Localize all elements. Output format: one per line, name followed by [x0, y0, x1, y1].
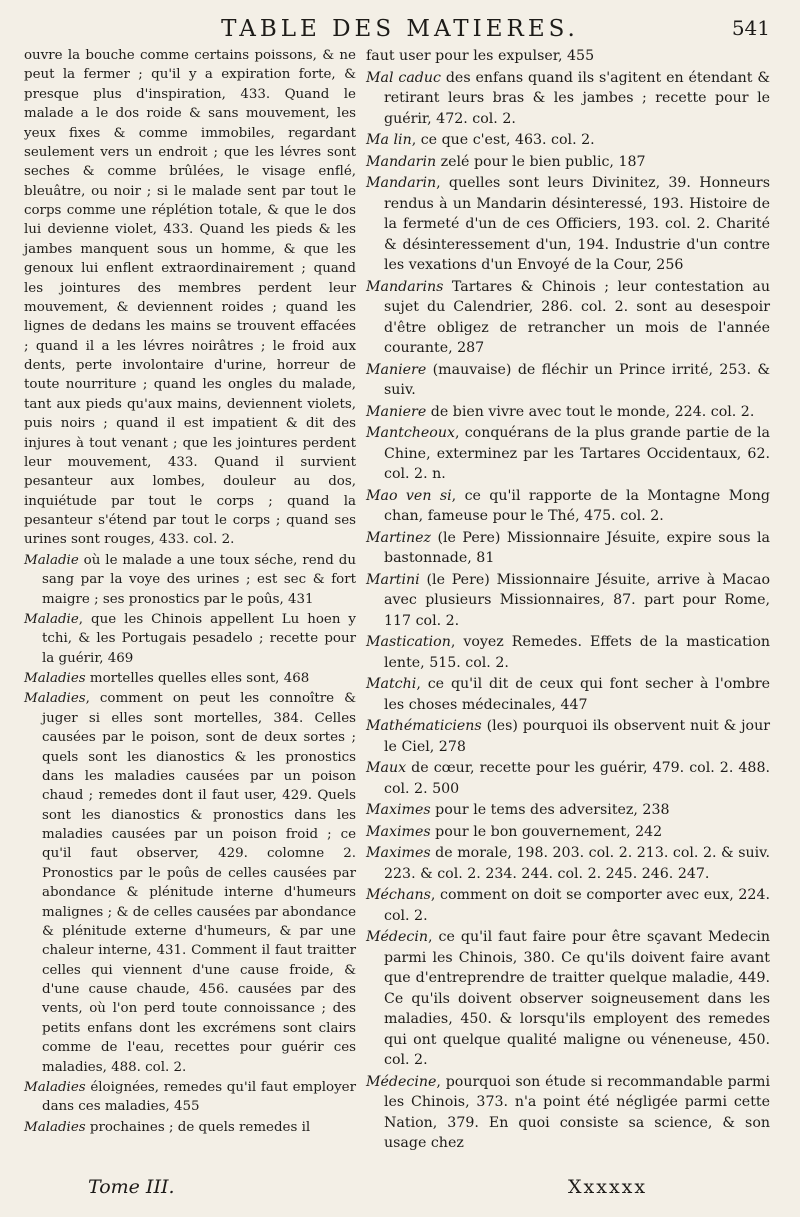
entry-text: de cœur, recette pour les guérir, 479. col. 2. 488. col. 2. 500: [384, 760, 770, 797]
entry-heading: Maladies: [24, 671, 86, 686]
entry-text: , ce que c'est, 463. col. 2.: [411, 132, 595, 148]
index-entry: [366, 927, 770, 1071]
entry-heading: Médecin: [366, 929, 429, 945]
entry-heading: Maux: [366, 760, 407, 776]
index-entry: [366, 46, 770, 67]
page-header: [0, 16, 800, 50]
page-number: 541: [731, 16, 770, 40]
index-entry: [366, 173, 770, 276]
entry-heading: Maladie: [24, 611, 79, 627]
index-entry: [366, 360, 770, 401]
entry-heading: Maladies: [24, 1079, 86, 1095]
index-entry: [24, 669, 356, 688]
index-entry: [24, 551, 356, 609]
entry-heading: Mandarins: [366, 278, 444, 295]
entry-heading: Maximes: [366, 823, 431, 840]
entry-text: , quelles sont leurs Divinitez, 39. Honneurs rendus à un Mandarin désinteressé, 193. Histoire de la fermeté d'un de ces Officiers, 193. col. 2. Charité & désinteressement d'un, 194. Industrie d'un contre les vexations d'un Envoyé de la Cour, 256: [384, 175, 770, 273]
index-entry: [366, 1072, 770, 1154]
right-column: [366, 46, 770, 1155]
entry-text: , ce qu'il rapporte de la Montagne Mong chan, fameuse pour le Thé, 475. col. 2.: [384, 487, 770, 524]
entry-heading: Maladies: [24, 691, 86, 707]
entry-heading: Mathématiciens: [366, 718, 482, 734]
entry-text: , comment on peut les connoître & juger si elles sont mortelles, 384. Celles causées par le poison, sont de deux sortes ; quels sont les dianostics & les pronostics dans les maladies causées par un poison chaud ; remedes dont il faut user, 429. Quels sont les dianostics & pronostics dans les maladies causées par un poison froid ; ce qu'il faut observer, 429. colomne 2. Pronostics par le poûs de celles causées par abondance & plénitude interne d'humeurs malignes ; & de celles causées par abondance & plénitude externe d'humeurs, & par une chaleur interne, 431. Comment il faut traitter celles qui viennent d'une cause froide, & d'une cause chaude, 456. causées par des vents, où l'on perd toute connoissance ; des petits enfans dont les excrémens sont clairs comme de l'eau, recettes pour guérir ces maladies, 488. col. 2.: [42, 691, 356, 1075]
entry-text: , pourquoi son étude si recommandable parmi les Chinois, 373. n'a point été négligée parmi cette Nation, 379. En quoi consiste sa science, & son usage chez: [384, 1073, 770, 1151]
entry-text: (mauvaise) de fléchir un Prince irrité, 253. & suiv.: [384, 361, 770, 398]
entry-heading: Maladie: [24, 552, 79, 568]
entry-text: (le Pere) Missionnaire Jésuite, arrive à Macao avec plusieurs Missionnaires, 87. part pour Rome, 117 col. 2.: [384, 571, 770, 629]
entry-text: , conquérans de la plus grande partie de la Chine, exterminez par les Tartares Occidentaux, 62. col. 2. n.: [384, 425, 770, 482]
index-entry: [24, 1118, 356, 1137]
entry-text: Tartares & Chinois ; leur contestation au sujet du Calendrier, 286. col. 2. sont au desespoir d'être obligez de retrancher un mois de l'année courante, 287: [384, 278, 770, 356]
entry-text: éloignées, remedes qu'il faut employer dans ces maladies, 455: [42, 1079, 356, 1115]
entry-heading: Maniere: [366, 403, 427, 420]
entry-text: (les) pourquoi ils observent nuit & jour le Ciel, 278: [384, 718, 770, 755]
left-column: [24, 46, 356, 1138]
entry-text: zelé pour le bien public, 187: [436, 153, 646, 170]
entry-text: ouvre la bouche comme certains poissons, & ne peut la fermer ; qu'il y a expiration forte, & presque plus d'inspiration, 433. Quand le malade a le dos roide & sans mouvement, les yeux fixes & comme immobiles, regardant seulement vers un endroit ; que les lévres sont seches & comme brûlées, le visage enflé, bleuâtre, ou noir ; si le malade sent par tout le corps comme une réplétion totale, & que le dos lui devienne violet, 433. Quand les pieds & les jambes manquent sous un homme, & que les genoux lui enflent extraordinairement ; quand les jointures des membres perdent leur mouvement, & deviennent roides ; quand les lignes de dedans les mains se trouvent effacées ; quand il a les lévres noirâtres ; le froid aux dents, perte involontaire d'urine, horreur de toute nourriture ; quand les ongles du malade, tant aux pieds qu'aux mains, deviennent violets, puis noirs ; quand il est impatient & dit des injures à tout venant ; que les jointures perdent leur mouvement, 433. Quand il survient pesanteur aux lombes, douleur au dos, inquiétude par tout le corps ; quand la pesanteur s'étend par tout le corps ; quand ses urines sont rouges, 433. col. 2.: [24, 48, 356, 548]
index-entry: [366, 277, 770, 359]
entry-heading: Matchi: [366, 676, 417, 692]
entry-heading: Mantcheoux: [366, 425, 455, 441]
entry-text: pour le bon gouvernement, 242: [430, 823, 663, 840]
entry-text: mortelles quelles elles sont, 468: [85, 671, 310, 686]
entry-text: faut user pour les expulser, 455: [366, 48, 595, 64]
entry-heading: Martinez: [366, 529, 432, 546]
entry-text: , ce qu'il dit de ceux qui font secher à l'ombre les choses médecinales, 447: [384, 676, 770, 713]
page-footer: [0, 1176, 800, 1206]
entry-heading: Mandarin: [366, 153, 437, 170]
index-entry: [24, 610, 356, 668]
index-entry: [366, 570, 770, 632]
index-entry: [366, 800, 770, 821]
index-entry: [366, 758, 770, 799]
entry-text: , voyez Remedes. Effets de la mastication lente, 515. col. 2.: [384, 634, 770, 671]
entry-heading: Médecine: [366, 1073, 437, 1090]
index-entry: [366, 885, 770, 926]
entry-heading: Mal caduc: [366, 69, 441, 86]
index-entry: [366, 843, 770, 884]
entry-heading: Martini: [366, 571, 420, 588]
index-entry: [366, 402, 770, 423]
entry-heading: Méchans: [366, 887, 431, 903]
index-entry: [24, 1078, 356, 1117]
page-title: TABLE DES MATIERES.: [221, 16, 579, 42]
index-entry: [366, 68, 770, 130]
entry-text: des enfans quand ils s'agitent en étendant & retirant leurs bras & les jambes ; recette pour le guérir, 472. col. 2.: [384, 69, 770, 127]
entry-heading: Maniere: [366, 361, 427, 378]
entry-heading: Mastication: [366, 634, 451, 650]
index-entry: [366, 528, 770, 569]
index-entry: [366, 822, 770, 843]
index-entry: [24, 46, 356, 550]
entry-heading: Maximes: [366, 845, 431, 861]
entry-heading: Mao ven si: [366, 487, 452, 504]
entry-text: prochaines ; de quels remedes il: [85, 1119, 311, 1135]
index-entry: [366, 423, 770, 485]
entry-heading: Ma lin: [366, 132, 412, 148]
volume-label: Tome III.: [88, 1176, 175, 1198]
index-entry: [366, 152, 770, 173]
entry-text: , que les Chinois appellent Lu hoen y tchi, & les Portugais pesadelo ; recette pour la guérir, 469: [42, 611, 356, 666]
entry-text: où le malade a une toux séche, rend du sang par la voye des urines ; est sec & fort maigre ; ses pronostics par le poûs, 431: [42, 552, 356, 607]
entry-text: pour le tems des adversitez, 238: [430, 802, 670, 818]
entry-heading: Maximes: [366, 802, 431, 818]
index-entry: [366, 716, 770, 757]
entry-text: , ce qu'il faut faire pour être sçavant Medecin parmi les Chinois, 380. Ce qu'ils doivent faire avant que d'entreprendre de traitter quelque maladie, 449. Ce qu'ils doivent observer soigneusement dans les maladies, 450. & lorsqu'ils employent des remedes qui ont quelque qualité maligne ou véneneuse, 450. col. 2.: [384, 929, 770, 1068]
index-entry: [366, 486, 770, 527]
index-entry: [366, 674, 770, 715]
entry-text: de morale, 198. 203. col. 2. 213. col. 2. & suiv. 223. & col. 2. 234. 244. col. 2. 245. 246. 247.: [384, 845, 770, 882]
index-entry: [24, 689, 356, 1077]
index-entry: [366, 130, 770, 151]
entry-heading: Maladies: [24, 1119, 86, 1135]
entry-text: , comment on doit se comporter avec eux, 224. col. 2.: [384, 887, 770, 924]
signature-mark: Xxxxxx: [568, 1176, 648, 1198]
index-entry: [366, 632, 770, 673]
entry-text: de bien vivre avec tout le monde, 224. col. 2.: [426, 403, 755, 420]
entry-heading: Mandarin: [366, 175, 437, 191]
entry-text: (le Pere) Missionnaire Jésuite, expire sous la bastonnade, 81: [384, 529, 770, 566]
